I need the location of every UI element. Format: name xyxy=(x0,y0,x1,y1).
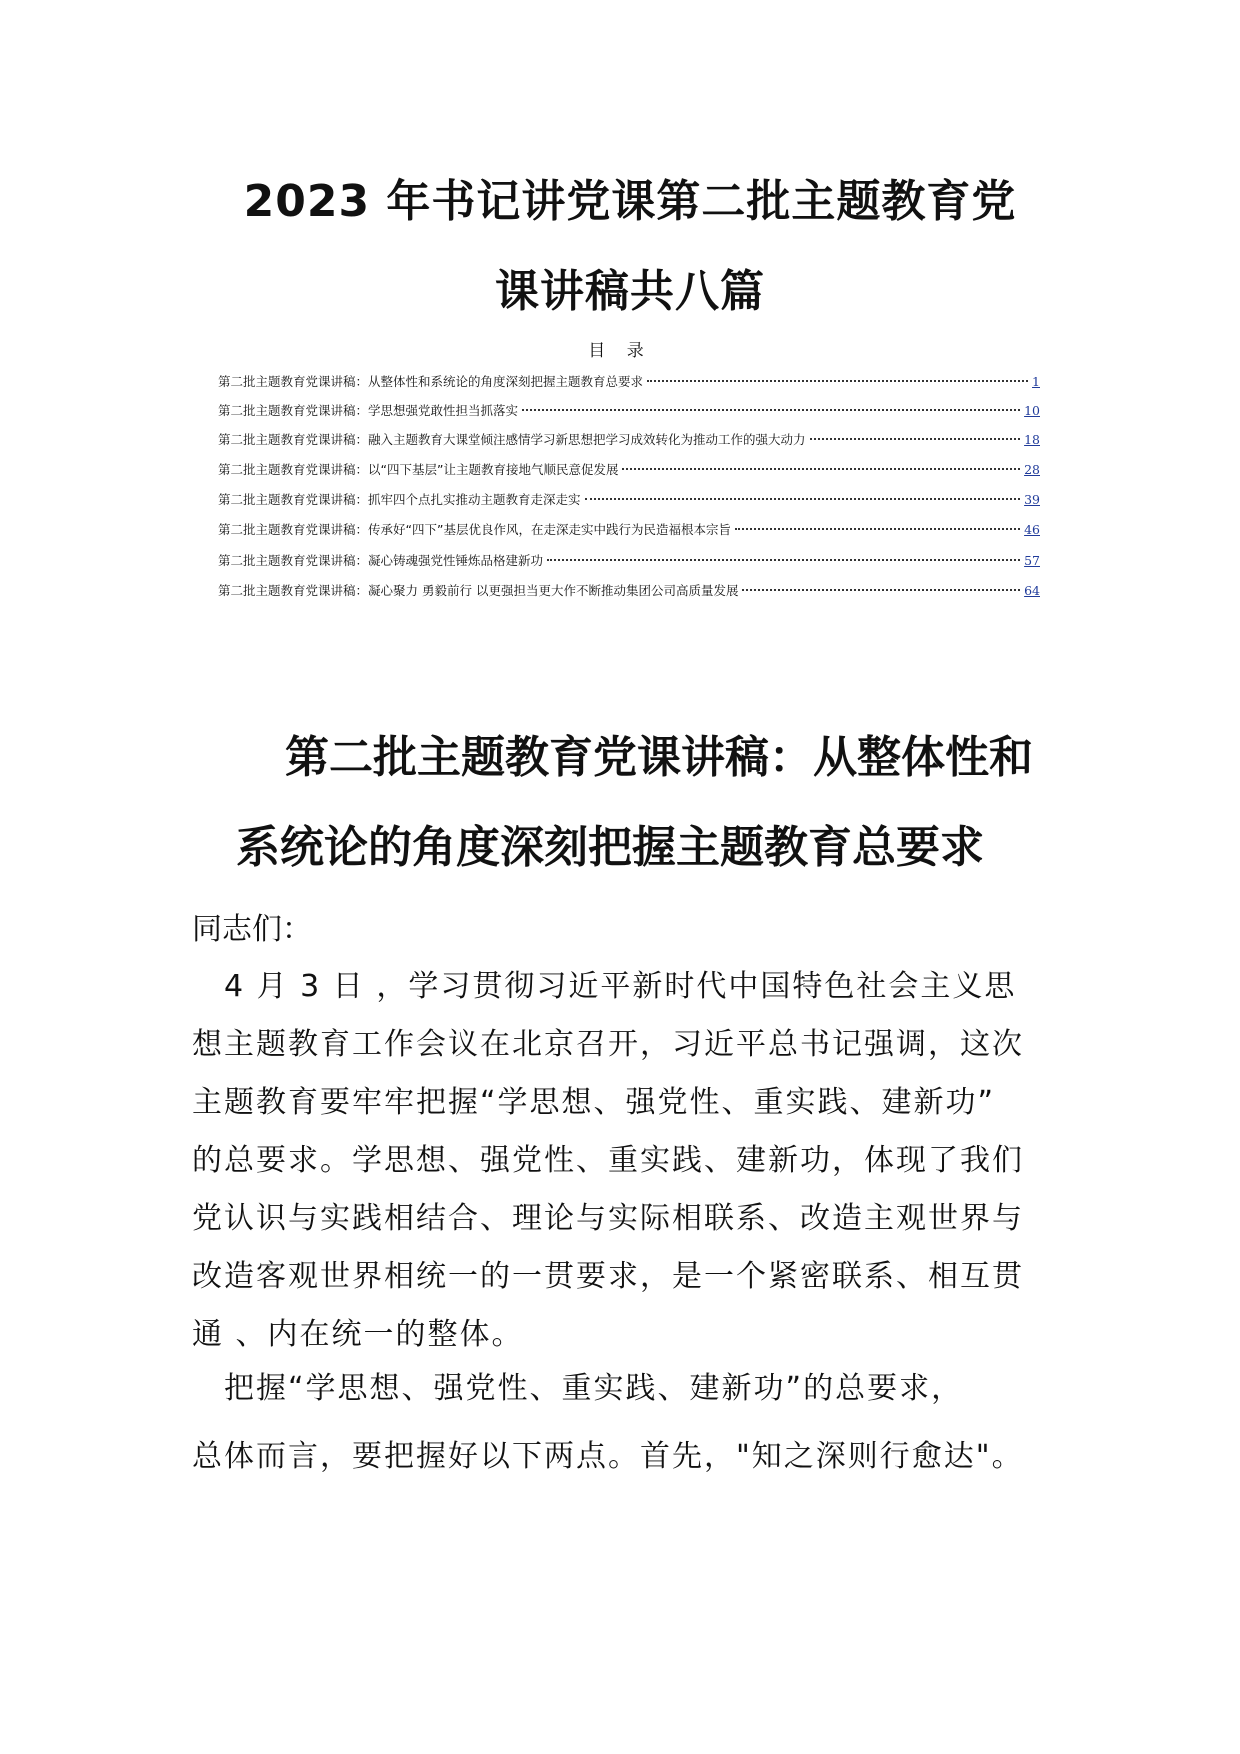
toc-entry-7[interactable] xyxy=(218,551,1040,575)
section-title-line-1: 第二批主题教育党课讲稿：从整体性和 xyxy=(285,732,1033,783)
toc-dot-leader xyxy=(622,468,1020,470)
paragraph-line: 把握“学思想、强党性、重实践、建新功”的总要求， xyxy=(192,1371,964,1406)
toc-heading: 目 录 xyxy=(588,341,652,361)
toc-dot-leader xyxy=(585,498,1021,500)
toc-entry-title: 第二批主题教育党课讲稿：凝心聚力 勇毅前行 以更强担当更大作不断推动集团公司高质量发展 xyxy=(218,583,739,598)
paragraph-2 xyxy=(192,1360,1052,1486)
toc-entry-4[interactable] xyxy=(218,460,1040,484)
toc-entry-3[interactable] xyxy=(218,430,1040,454)
toc-page-link[interactable]: 1 xyxy=(1032,374,1040,389)
paragraph-line: 的总要求。学思想、强党性、重实践、建新功，体现了我们 xyxy=(192,1143,1024,1178)
toc-dot-leader xyxy=(647,380,1028,382)
toc-entry-title: 第二批主题教育党课讲稿：以“四下基层”让主题教育接地气顺民意促发展 xyxy=(218,462,619,477)
toc-entry-title: 第二批主题教育党课讲稿：凝心铸魂强党性锤炼品格建新功 xyxy=(218,553,544,568)
toc-page-link[interactable]: 28 xyxy=(1024,462,1040,477)
document-title-line-1: 2023 年书记讲党课第二批主题教育党 xyxy=(243,176,1017,227)
toc-entry-title: 第二批主题教育党课讲稿：从整体性和系统论的角度深刻把握主题教育总要求 xyxy=(218,374,644,389)
toc-dot-leader xyxy=(522,409,1020,411)
toc-entry-6[interactable] xyxy=(218,520,1040,544)
toc-entry-2[interactable] xyxy=(218,401,1040,425)
toc-entry-title: 第二批主题教育党课讲稿：抓牢四个点扎实推动主题教育走深走实 xyxy=(218,492,581,507)
toc-entry-title: 第二批主题教育党课讲稿：传承好“四下”基层优良作风，在走深走实中践行为民造福根本宗旨 xyxy=(218,522,731,537)
toc-entry-1[interactable] xyxy=(218,372,1040,396)
toc-dot-leader xyxy=(547,559,1020,561)
paragraph-line: 改造客观世界相统一的一贯要求，是一个紧密联系、相互贯 xyxy=(192,1259,1024,1294)
toc-page-link[interactable]: 46 xyxy=(1024,522,1040,537)
paragraph-1 xyxy=(192,958,1052,1364)
toc-dot-leader xyxy=(742,589,1020,591)
toc-entry-title: 第二批主题教育党课讲稿：学思想强党敢性担当抓落实 xyxy=(218,403,519,418)
toc-dot-leader xyxy=(735,528,1020,530)
toc-page-link[interactable]: 39 xyxy=(1024,492,1040,507)
section-title-line-2: 系统论的角度深刻把握主题教育总要求 xyxy=(236,822,984,873)
toc-page-link[interactable]: 64 xyxy=(1024,583,1040,598)
toc-page-link[interactable]: 18 xyxy=(1024,432,1040,447)
paragraph-line: 总体而言，要把握好以下两点。首先，"知之深则行愈达"。 xyxy=(192,1439,1024,1474)
paragraph-line: 党认识与实践相结合、理论与实际相联系、改造主观世界与 xyxy=(192,1201,1024,1236)
toc-dot-leader xyxy=(810,438,1021,440)
paragraph-line: 4 月 3 日 ，学习贯彻习近平新时代中国特色社会主义思 xyxy=(192,969,1017,1004)
toc-page-link[interactable]: 57 xyxy=(1024,553,1040,568)
salutation: 同志们： xyxy=(192,912,312,947)
document-title-line-2: 课讲稿共八篇 xyxy=(495,266,765,317)
toc-entry-5[interactable] xyxy=(218,490,1040,514)
paragraph-line: 通 、内在统一的整体。 xyxy=(192,1317,524,1352)
toc-entry-title: 第二批主题教育党课讲稿：融入主题教育大课堂倾注感情学习新思想把学习成效转化为推动工作的强大动力 xyxy=(218,432,806,447)
toc-page-link[interactable]: 10 xyxy=(1024,403,1040,418)
paragraph-line: 想主题教育工作会议在北京召开，习近平总书记强调，这次 xyxy=(192,1027,1024,1062)
paragraph-line: 主题教育要牢牢把握“学思想、强党性、重实践、建新功” xyxy=(192,1085,996,1120)
toc-entry-8[interactable] xyxy=(218,581,1040,605)
